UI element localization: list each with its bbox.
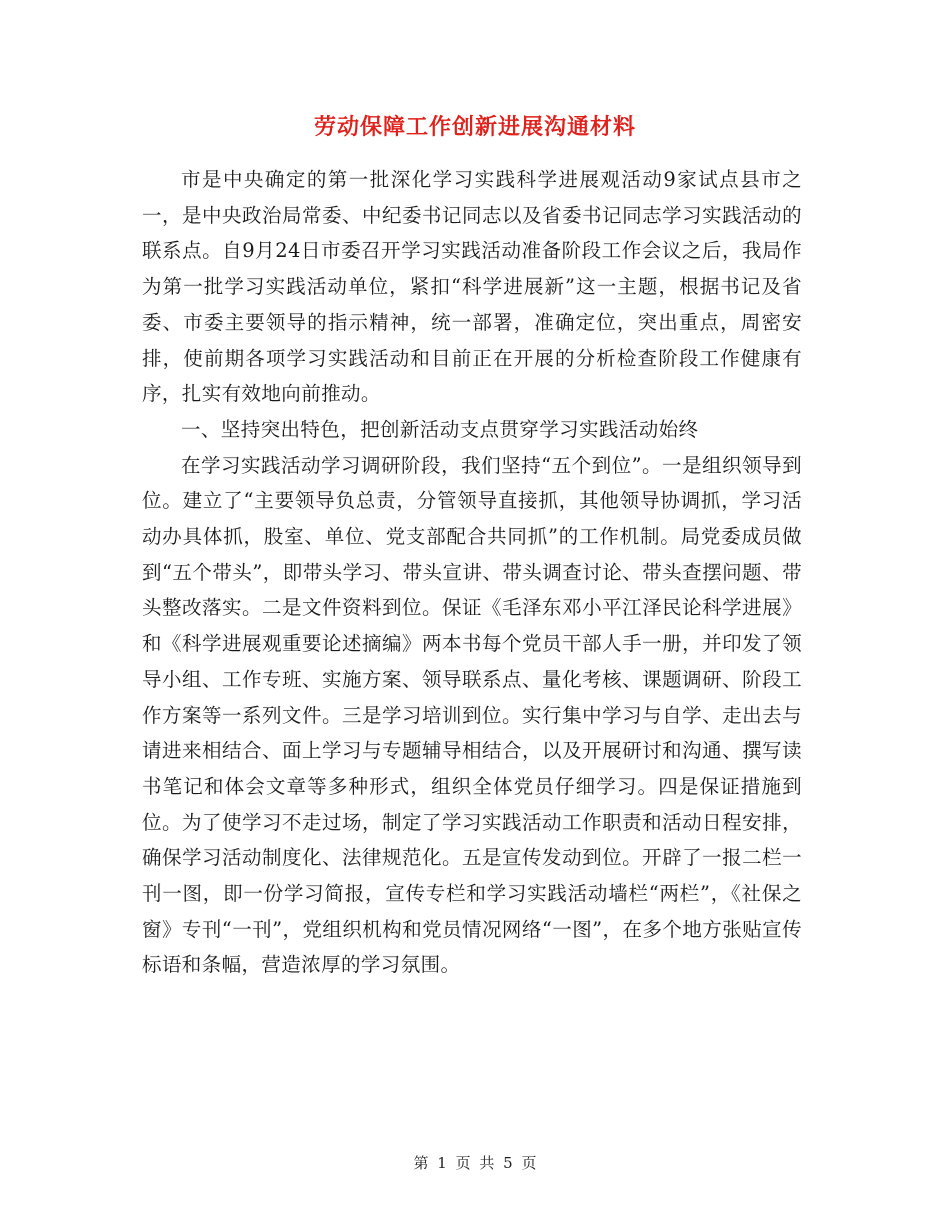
page-footer: 第 1 页 共 5 页 [413,1154,537,1172]
paragraph-intro: 市是中央确定的第一批深化学习实践科学进展观活动9家试点县市之一，是中央政治局常委、中纪委书记同志以及省委书记同志学习实践活动的联系点。自9月24日市委召开学习实践活动准备阶段工作会议之后，我局作为第一批学习实践活动单位，紧扣“科学进展新”这一主题，根据书记及省委、市委主要领导的指示精神，统一部署，准确定位，突出重点，周密安排，使前期各项学习实践活动和目前正在开展的分析检查阶段工作健康有序，扎实有效地向前推动。 [142,168,802,406]
document-title: 劳动保障工作创新进展沟通材料 [313,114,636,140]
paragraph-five-in-place: 在学习实践活动学习调研阶段，我们坚持“五个到位”。一是组织领导到位。建立了“主要领导负总责，分管领导直接抓，其他领导协调抓，学习活动办具体抓，股室、单位、党支部配合共同抓”的工作机制。局党委成员做到“五个带头”，即带头学习、带头宣讲、带头调查讨论、带头查摆问题、带头整改落实。二是文件资料到位。保证《毛泽东邓小平江泽民论科学进展》和《科学进展观重要论述摘编》两本书每个党员干部人手一册，并印发了领导小组、工作专班、实施方案、领导联系点、量化考核、课题调研、阶段工作方案等一系列文件。三是学习培训到位。实行集中学习与自学、走出去与请进来相结合、面上学习与专题辅导相结合，以及开展研讨和沟通、撰写读书笔记和体会文章等多种形式，组织全体党员仔细学习。四是保证措施到位。为了使学习不走过场，制定了学习实践活动工作职责和活动日程安排，确保学习活动制度化、法律规范化。五是宣传发动到位。开辟了一报二栏一刊一图，即一份学习简报，宣传专栏和学习实践活动墙栏“两栏”，《社保之窗》专刊“一刊”，党组织机构和党员情况网络“一图”，在多个地方张贴宣传标语和条幅，营造浓厚的学习氛围。 [142,453,802,977]
section-heading-1: 一、坚持突出特色，把创新活动支点贯穿学习实践活动始终 [181,417,699,441]
document-body [142,162,802,983]
